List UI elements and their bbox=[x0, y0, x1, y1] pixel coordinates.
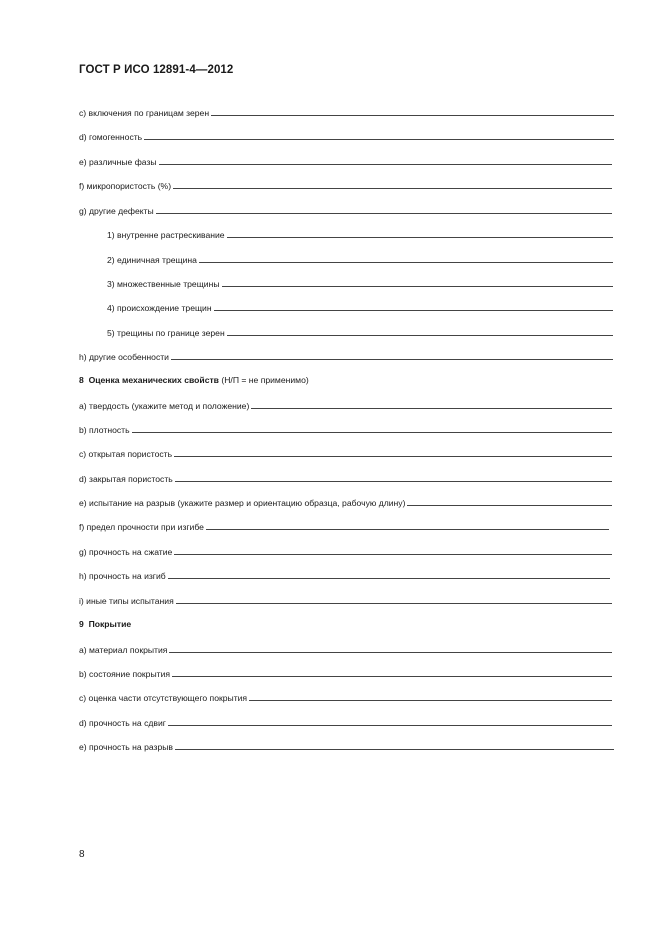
field-label: d) гомогенность bbox=[79, 132, 143, 142]
field-row bbox=[79, 545, 612, 557]
subfield-row bbox=[107, 277, 613, 289]
field-row bbox=[79, 350, 613, 362]
answer-line[interactable] bbox=[171, 350, 613, 360]
answer-line[interactable] bbox=[132, 423, 612, 433]
section-heading-8 bbox=[79, 374, 309, 386]
field-row bbox=[79, 667, 612, 679]
field-label: c) включения по границам зерен bbox=[79, 108, 210, 118]
field-row bbox=[79, 204, 612, 216]
answer-line[interactable] bbox=[251, 399, 612, 409]
field-label: h) другие особенности bbox=[79, 352, 169, 362]
field-label: d) закрытая пористость bbox=[79, 474, 173, 484]
field-row bbox=[79, 179, 612, 191]
answer-line[interactable] bbox=[172, 667, 612, 677]
field-row bbox=[79, 423, 612, 435]
subfield-row bbox=[107, 326, 613, 338]
document-header: ГОСТ Р ИСО 12891-4—2012 bbox=[79, 64, 234, 76]
answer-line[interactable] bbox=[174, 447, 612, 457]
subfield-row bbox=[107, 228, 613, 240]
field-row bbox=[79, 496, 612, 508]
field-label: 4) происхождение трещин bbox=[107, 303, 212, 313]
field-label: 3) множественные трещины bbox=[107, 279, 220, 289]
section-title: Оценка механических свойств bbox=[88, 375, 219, 385]
answer-line[interactable] bbox=[227, 228, 613, 238]
section-number: 9 bbox=[79, 619, 84, 629]
answer-line[interactable] bbox=[173, 179, 612, 189]
field-label: 2) единичная трещина bbox=[107, 255, 197, 265]
answer-line[interactable] bbox=[169, 643, 612, 653]
section-title: Покрытие bbox=[88, 619, 132, 629]
field-row bbox=[79, 716, 612, 728]
section-number: 8 bbox=[79, 375, 84, 385]
answer-line[interactable] bbox=[168, 716, 612, 726]
field-label: 1) внутренне растрескивание bbox=[107, 230, 225, 240]
field-label: g) прочность на сжатие bbox=[79, 547, 173, 557]
field-label: c) открытая пористость bbox=[79, 449, 173, 459]
answer-line[interactable] bbox=[199, 253, 613, 263]
field-label: e) прочность на разрыв bbox=[79, 742, 173, 752]
field-label: c) оценка части отсутствующего покрытия bbox=[79, 693, 248, 703]
field-row bbox=[79, 740, 614, 752]
field-label: f) предел прочности при изгибе bbox=[79, 522, 204, 532]
answer-line[interactable] bbox=[175, 740, 614, 750]
page-number: 8 bbox=[79, 849, 85, 860]
subfield-row bbox=[107, 253, 613, 265]
field-label: b) состояние покрытия bbox=[79, 669, 171, 679]
answer-line[interactable] bbox=[214, 301, 613, 311]
field-label: f) микропористость (%) bbox=[79, 181, 172, 191]
answer-line[interactable] bbox=[168, 569, 610, 579]
section-heading-9 bbox=[79, 618, 131, 630]
answer-line[interactable] bbox=[175, 472, 612, 482]
field-label: 5) трещины по границе зерен bbox=[107, 328, 225, 338]
field-row bbox=[79, 399, 612, 411]
field-label: i) иные типы испытания bbox=[79, 596, 174, 606]
field-row bbox=[79, 643, 612, 655]
field-row bbox=[79, 691, 612, 703]
subfield-row bbox=[107, 301, 613, 313]
answer-line[interactable] bbox=[211, 106, 614, 116]
answer-line[interactable] bbox=[156, 204, 612, 214]
field-label: b) плотность bbox=[79, 425, 130, 435]
answer-line[interactable] bbox=[174, 545, 612, 555]
field-row bbox=[79, 569, 610, 581]
answer-line[interactable] bbox=[227, 326, 613, 336]
field-row bbox=[79, 520, 609, 532]
section-note: (Н/П = не применимо) bbox=[221, 375, 309, 385]
answer-line[interactable] bbox=[249, 691, 612, 701]
field-row bbox=[79, 472, 612, 484]
field-label: g) другие дефекты bbox=[79, 206, 154, 216]
field-label: e) испытание на разрыв (укажите размер и ориентацию образца, рабочую длину) bbox=[79, 498, 406, 508]
field-row bbox=[79, 130, 614, 142]
field-label: d) прочность на сдвиг bbox=[79, 718, 166, 728]
field-label: e) различные фазы bbox=[79, 157, 157, 167]
field-label: a) материал покрытия bbox=[79, 645, 168, 655]
answer-line[interactable] bbox=[206, 520, 609, 530]
field-row bbox=[79, 155, 612, 167]
answer-line[interactable] bbox=[407, 496, 612, 506]
field-row bbox=[79, 447, 612, 459]
field-row bbox=[79, 106, 614, 118]
field-label: a) твердость (укажите метод и положение) bbox=[79, 401, 250, 411]
field-row bbox=[79, 594, 612, 606]
answer-line[interactable] bbox=[144, 130, 614, 140]
answer-line[interactable] bbox=[222, 277, 614, 287]
answer-line[interactable] bbox=[159, 155, 612, 165]
answer-line[interactable] bbox=[176, 594, 612, 604]
field-label: h) прочность на изгиб bbox=[79, 571, 166, 581]
